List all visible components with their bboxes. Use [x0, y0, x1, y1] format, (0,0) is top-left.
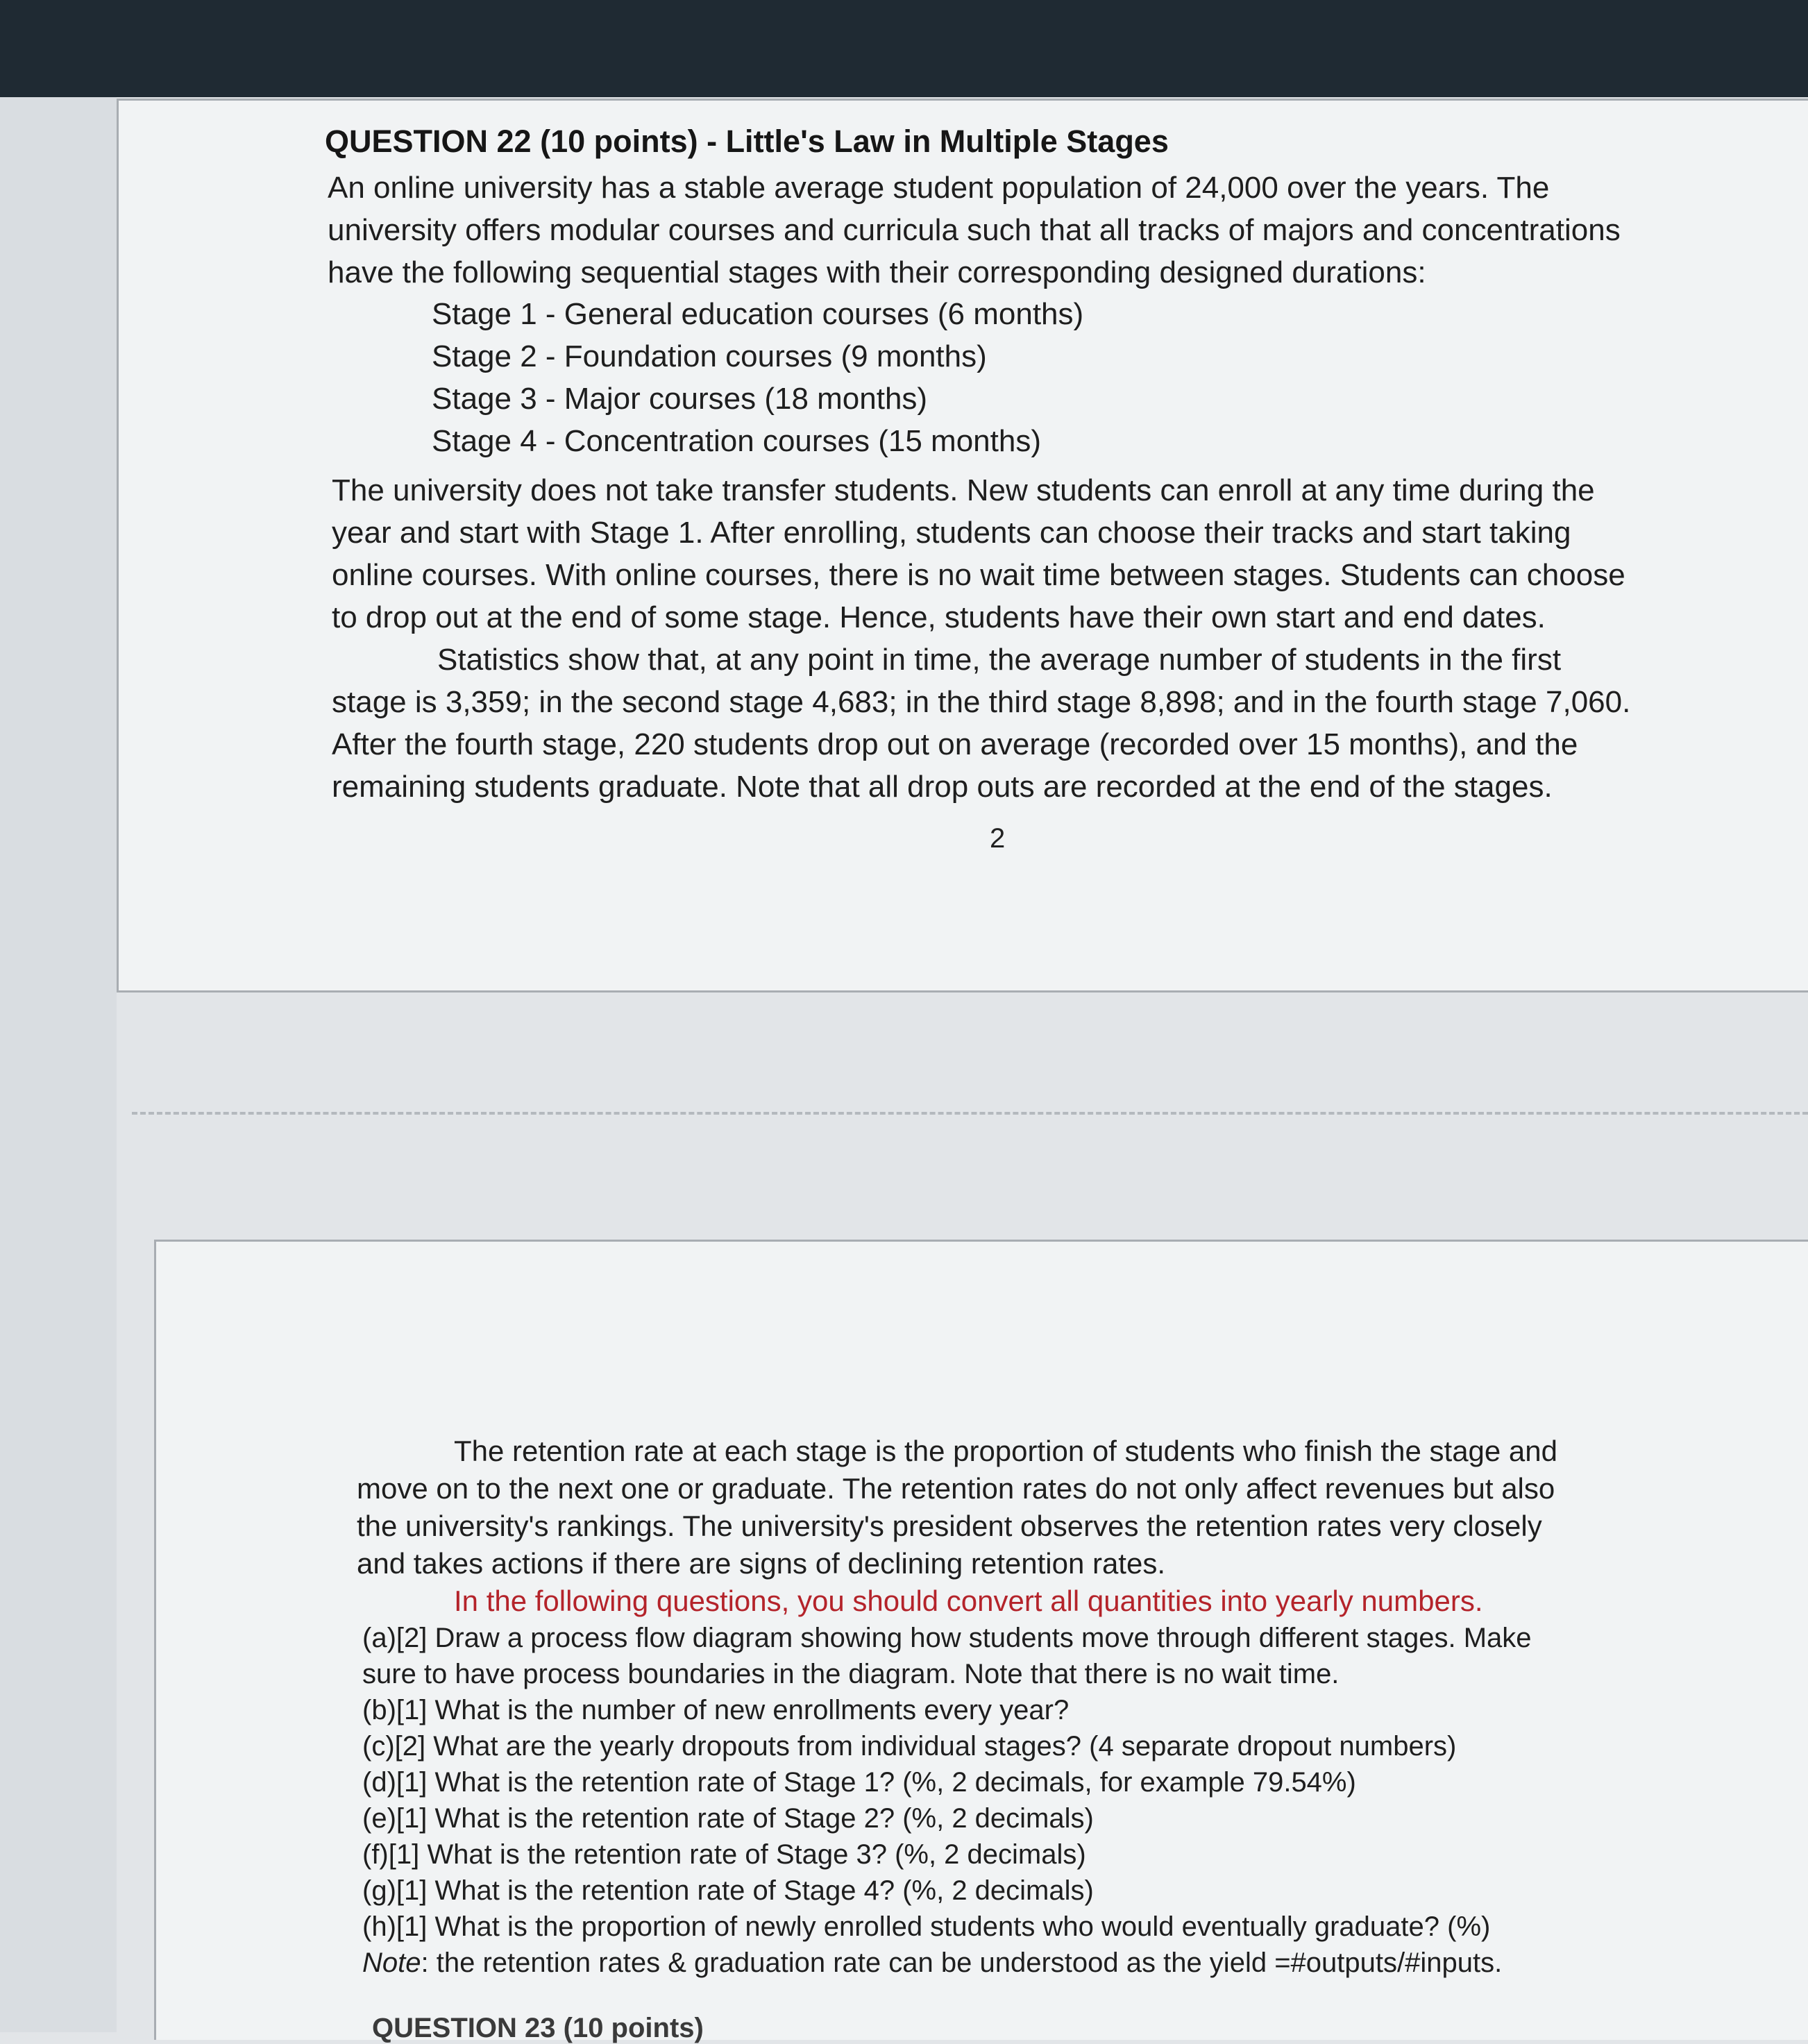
text-line: and takes actions if there are signs of declining retention rates. — [357, 1547, 1166, 1580]
text-line: move on to the next one or graduate. The retention rates do not only affect revenues but also — [357, 1472, 1555, 1505]
text-line: The university does not take transfer students. New students can enroll at any time during the — [332, 473, 1595, 507]
stage-item: Stage 4 - Concentration courses (15 months) — [432, 424, 1042, 458]
text-line: the university's rankings. The university's president observes the retention rates very closely — [357, 1510, 1542, 1542]
text-line: to drop out at the end of some stage. Hence, students have their own start and end dates. — [332, 600, 1546, 634]
text-line: have the following sequential stages with their corresponding designed durations: — [328, 255, 1426, 289]
instruction-line: In the following questions, you should convert all quantities into yearly numbers. — [454, 1585, 1483, 1617]
top-dark-bar — [0, 0, 1808, 97]
sub-question: (f)[1] What is the retention rate of Stage 3? (%, 2 decimals) — [362, 1839, 1086, 1870]
sub-question: (c)[2] What are the yearly dropouts from individual stages? (4 separate dropout numbers) — [362, 1731, 1457, 1762]
text-line: remaining students graduate. Note that all drop outs are recorded at the end of the stages. — [332, 770, 1553, 804]
text-line: Statistics show that, at any point in time, the average number of students in the first — [437, 643, 1562, 677]
stage-item: Stage 1 - General education courses (6 months) — [432, 297, 1084, 331]
sub-question: (g)[1] What is the retention rate of Stage 4? (%, 2 decimals) — [362, 1875, 1094, 1906]
sub-question: sure to have process boundaries in the diagram. Note that there is no wait time. — [362, 1659, 1340, 1689]
stage-list — [432, 293, 1083, 462]
sub-question: (b)[1] What is the number of new enrollments every year? — [362, 1695, 1070, 1725]
left-margin — [0, 97, 117, 2032]
body-paragraph — [332, 469, 1630, 808]
sub-question: (h)[1] What is the proportion of newly enrolled students who would eventually graduate? (%) — [362, 1911, 1491, 1942]
stage-item: Stage 3 - Major courses (18 months) — [432, 382, 928, 416]
page-number: 2 — [990, 823, 1006, 854]
text-line: An online university has a stable average student population of 24,000 over the years. The — [328, 171, 1550, 205]
intro-paragraph — [328, 167, 1621, 294]
sub-question: (e)[1] What is the retention rate of Stage 2? (%, 2 decimals) — [362, 1803, 1094, 1834]
sub-question: (a)[2] Draw a process flow diagram showing how students move through different stages. Make — [362, 1623, 1532, 1653]
text-line: stage is 3,359; in the second stage 4,683; in the third stage 8,898; and in the fourth stage 7,060. — [332, 685, 1631, 719]
text-line: The retention rate at each stage is the proportion of students who finish the stage and — [454, 1435, 1558, 1467]
stage-item: Stage 2 - Foundation courses (9 months) — [432, 339, 987, 373]
text-line: year and start with Stage 1. After enrolling, students can choose their tracks and start taking — [332, 516, 1571, 550]
text-line: After the fourth stage, 220 students drop out on average (recorded over 15 months), and the — [332, 727, 1578, 761]
sub-question: (d)[1] What is the retention rate of Stage 1? (%, 2 decimals, for example 79.54%) — [362, 1767, 1356, 1798]
retention-paragraph — [357, 1433, 1557, 1620]
page-break-divider — [132, 1112, 1808, 1115]
note-text: : the retention rates & graduation rate can be understood as the yield =#outputs/#inputs. — [421, 1948, 1503, 1978]
next-question-title: QUESTION 23 (10 points) — [372, 2013, 704, 2043]
note-line — [362, 1945, 1532, 1981]
sub-question-list — [362, 1620, 1532, 1981]
text-line: online courses. With online courses, there is no wait time between stages. Students can choose — [332, 558, 1625, 592]
text-line: university offers modular courses and curricula such that all tracks of majors and concentrations — [328, 213, 1621, 247]
note-label: Note — [362, 1948, 421, 1978]
question-title: QUESTION 22 (10 points) - Little's Law in Multiple Stages — [325, 124, 1169, 159]
